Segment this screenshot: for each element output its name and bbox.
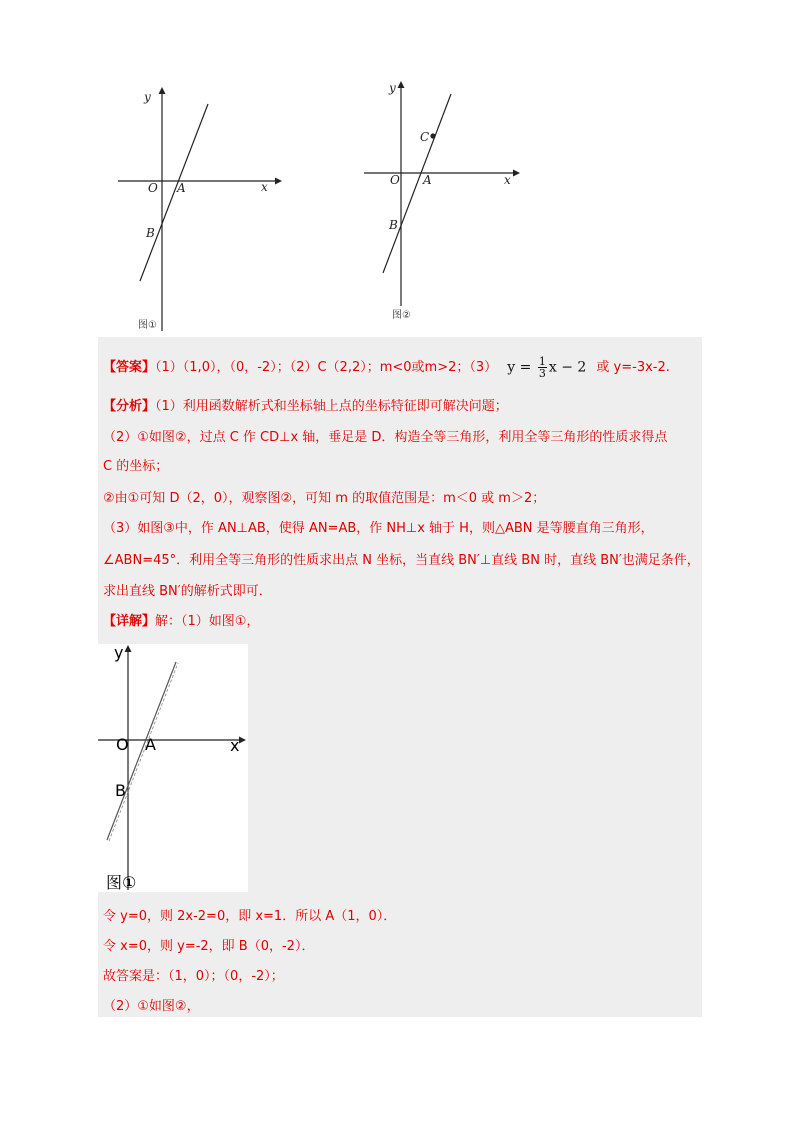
analysis-line-5: （3）如图③中，作 AN⊥AB，使得 AN=AB，作 NH⊥x 轴于 H，则△ABN 是等腰直角三角形， xyxy=(103,521,654,536)
point-b-label: B xyxy=(115,781,126,800)
answer-formula xyxy=(507,356,586,379)
origin-label: O xyxy=(390,173,400,187)
answer-tag: 【答案】 xyxy=(103,360,156,375)
figure-1 xyxy=(118,86,283,331)
analysis-line-1 xyxy=(103,398,508,416)
figure-caption: 图① xyxy=(106,873,137,892)
y-axis-label: y xyxy=(389,81,396,95)
detail-intro: 解：（1）如图①， xyxy=(155,614,260,629)
y-axis-label: y xyxy=(144,90,151,104)
fraction-denominator: 3 xyxy=(538,367,546,380)
point-a-label: A xyxy=(423,173,432,187)
figure-3 xyxy=(98,644,248,892)
answer-text: （1）（1,0），（0，-2）；（2）C（2,2）；m<0或m>2；（3） xyxy=(155,360,498,375)
point-b-label: B xyxy=(389,218,398,232)
detail-step-1: 令 y=0，则 2x-2=0，即 x=1．所以 A（1，0）． xyxy=(103,909,397,924)
detail-step-4: （2）①如图②， xyxy=(103,999,200,1014)
x-axis-label: x xyxy=(504,173,511,187)
detail-step-2: 令 x=0，则 y=-2，即 B（0，-2）． xyxy=(103,939,315,954)
figure-caption: 图① xyxy=(138,320,157,331)
detail-line xyxy=(103,613,259,631)
figure-1-graph xyxy=(118,86,283,331)
figure-3-graph xyxy=(98,644,248,892)
analysis-line-3: C 的坐标； xyxy=(103,459,169,474)
analysis-line-6: ∠ABN=45°．利用全等三角形的性质求出点 N 坐标，当直线 BN′⊥直线 BN 时，直线 BN′也满足条件， xyxy=(103,553,700,568)
origin-label: O xyxy=(148,181,158,195)
formula-fraction xyxy=(538,356,547,379)
formula-lhs: y = xyxy=(507,359,532,376)
point-a-label: A xyxy=(145,735,156,754)
analysis-text-1: （1）利用函数解析式和坐标轴上点的坐标特征即可解决问题； xyxy=(155,399,508,414)
analysis-line-4: ②由①可知 D（2，0），观察图②，可知 m 的取值范围是：m＜0 或 m＞2； xyxy=(103,491,546,506)
point-c-label: C xyxy=(420,130,430,144)
point-a-label: A xyxy=(177,181,186,195)
x-axis-label: x xyxy=(230,736,240,755)
figure-2-graph xyxy=(360,78,520,323)
answer-tail: 或 y=-3x-2. xyxy=(596,360,670,375)
formula-rest: x − 2 xyxy=(548,359,587,376)
detail-tag: 【详解】 xyxy=(103,614,156,629)
fraction-numerator: 1 xyxy=(538,355,546,368)
analysis-line-2: （2）①如图②，过点 C 作 CD⊥x 轴，垂足是 D．构造全等三角形，利用全等三角形的性质求得点 xyxy=(103,430,668,445)
origin-label: O xyxy=(116,735,129,754)
y-axis-label: y xyxy=(114,644,124,662)
point-b-label: B xyxy=(146,226,155,240)
x-axis-label: x xyxy=(261,180,268,194)
answer-line xyxy=(103,356,670,379)
detail-step-3: 故答案是：（1，0）；（0，-2）； xyxy=(103,969,284,984)
figure-caption: 图② xyxy=(392,310,411,321)
analysis-tag: 【分析】 xyxy=(103,399,156,414)
figure-2 xyxy=(360,78,520,323)
analysis-line-7: 求出直线 BN′的解析式即可． xyxy=(103,584,272,599)
